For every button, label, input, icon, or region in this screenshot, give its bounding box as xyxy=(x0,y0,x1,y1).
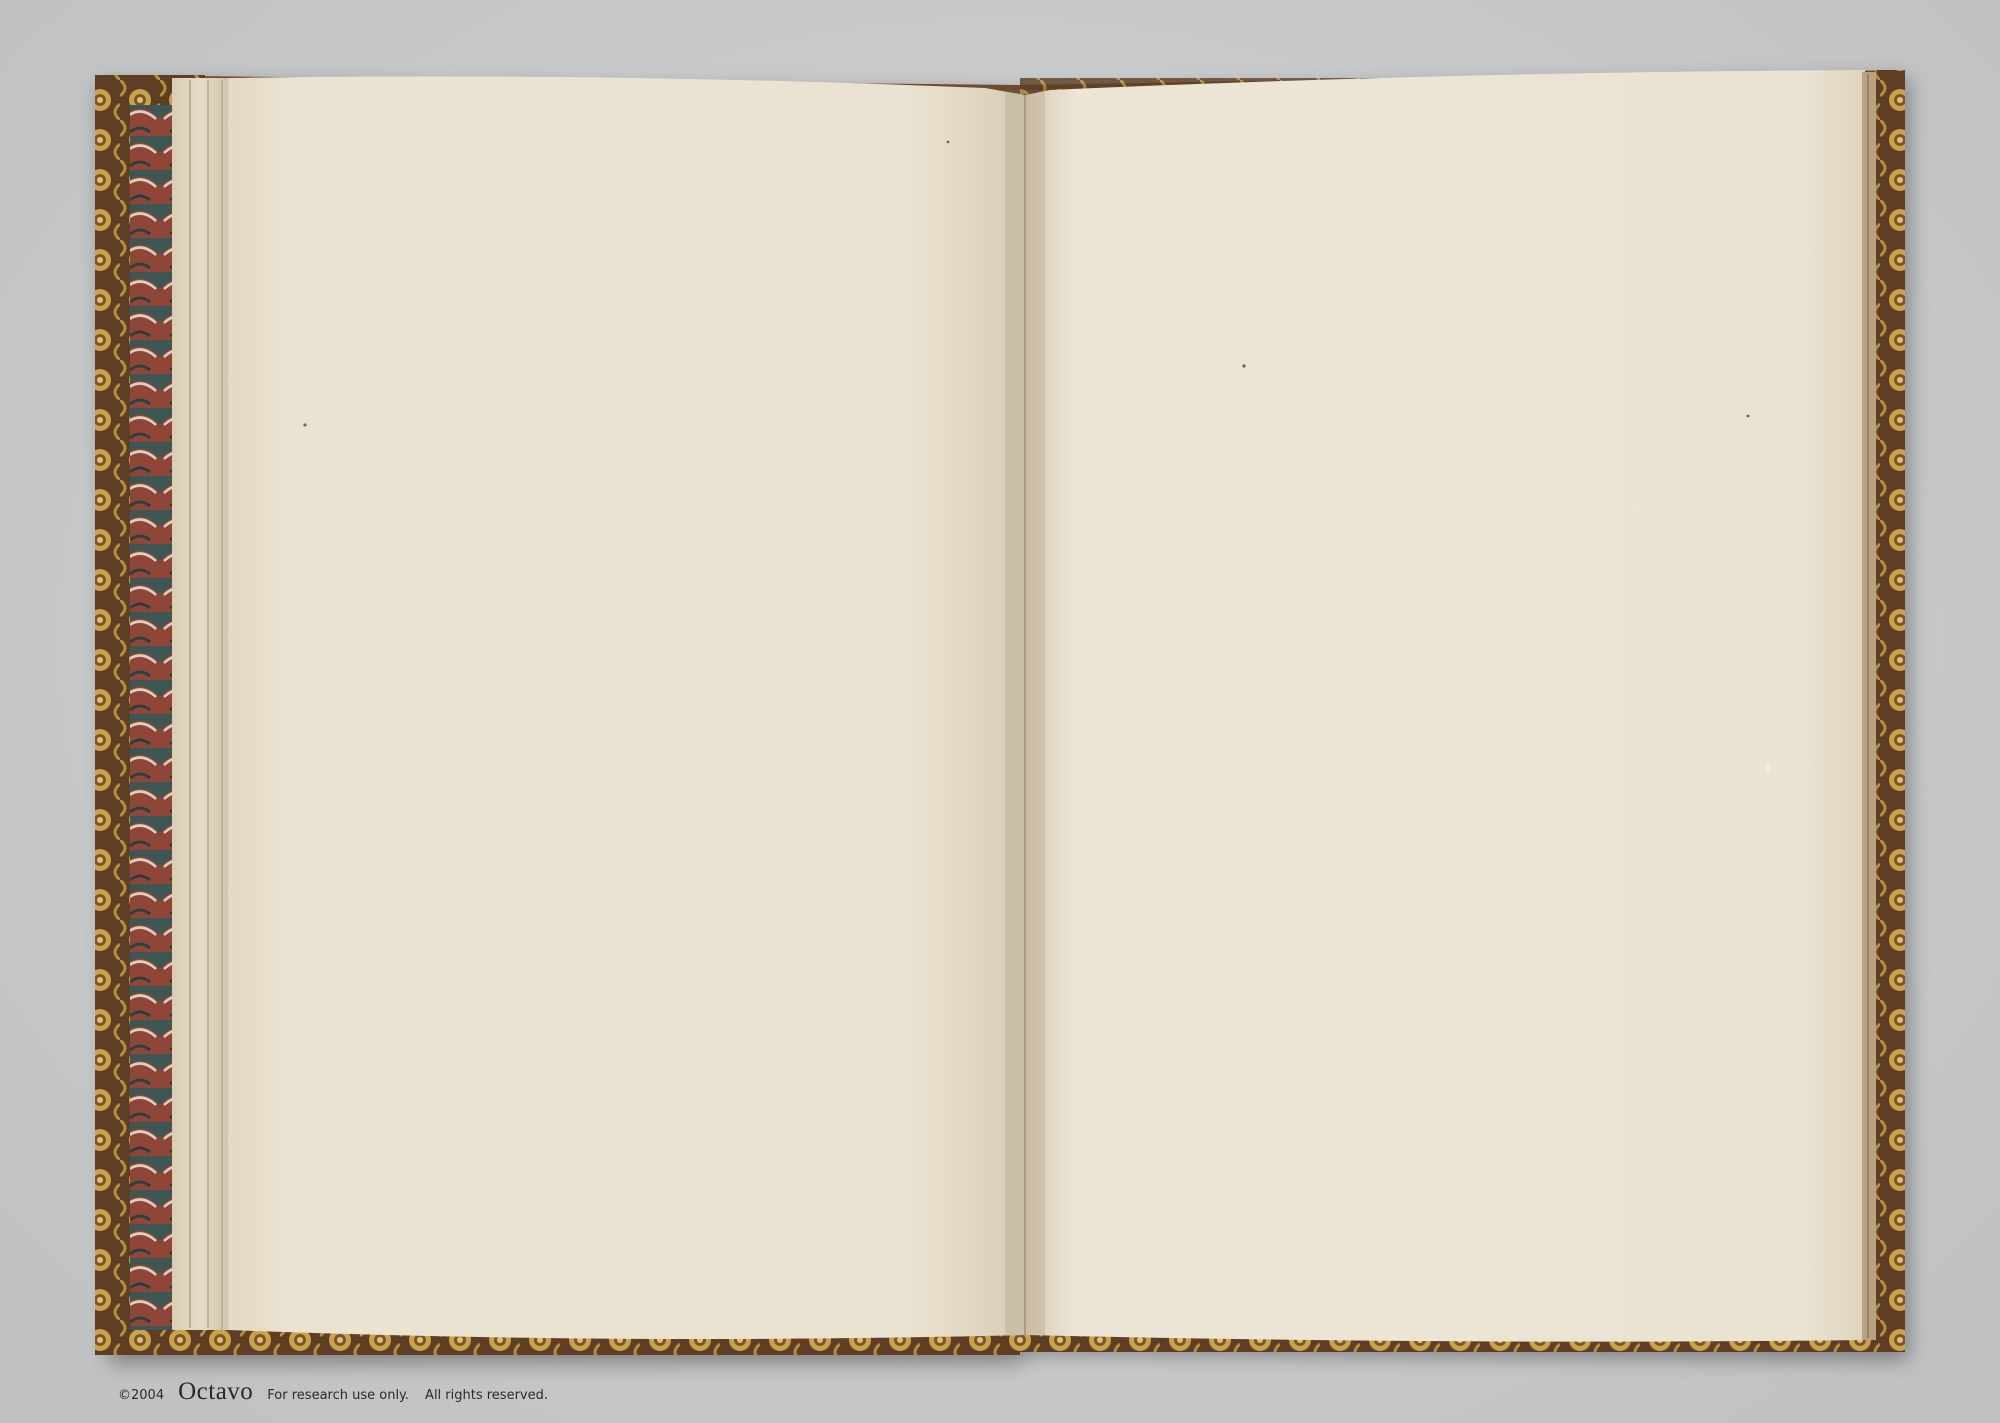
marbled-endpaper xyxy=(130,105,175,1330)
research-notice: For research use only. xyxy=(267,1388,410,1403)
page-edges-right xyxy=(1862,72,1876,1340)
gilt-border-left xyxy=(95,75,130,1355)
right-page xyxy=(1025,70,1870,1342)
footer-credit xyxy=(118,1378,548,1408)
rights-notice: All rights reserved. xyxy=(425,1388,548,1403)
brand-logo-text: Octavo xyxy=(178,1378,254,1405)
copyright-text: ©2004 xyxy=(118,1388,165,1403)
left-page xyxy=(228,76,1025,1339)
gilt-border-right xyxy=(1875,70,1905,1352)
